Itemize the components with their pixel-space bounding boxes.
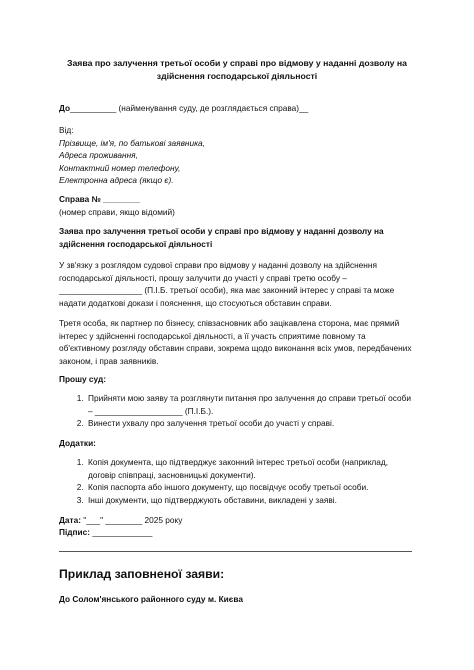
request-list — [59, 392, 415, 430]
signature-value: _____________ — [92, 527, 153, 537]
section-divider — [59, 551, 412, 552]
to-prefix: До — [59, 103, 71, 113]
attachments-list — [59, 456, 415, 506]
date-label: Дата: — [59, 515, 81, 525]
attachment-item: 2. Копія паспорта або іншого документу, що посвідчує особу третьої особи. — [86, 481, 415, 494]
document-title: Заява про залучення третьої особи у справі про відмову у наданні дозволу на здійснення господарської діяльності — [67, 58, 407, 81]
case-block — [59, 193, 415, 218]
request-list-wrap — [59, 392, 415, 430]
request-heading: Прошу суд: — [59, 374, 106, 384]
signature-label: Підпис: — [59, 527, 91, 537]
from-label: Від: — [59, 125, 74, 135]
example-heading: Приклад заповненої заяви: — [59, 567, 225, 581]
signature-line — [59, 526, 415, 539]
applicant-address-line: Адреса проживання, — [59, 150, 138, 161]
attachment-item: 3. Інші документи, що підтверджують обставини, викладені у заяві. — [86, 494, 415, 507]
attachment-item: 1. Копія документа, що підтверджує законний інтерес третьої особи (наприклад, договір співпраці, засновницькі документи). — [86, 456, 415, 481]
court-line — [59, 102, 415, 115]
request-item: 1. Прийняти мою заяву та розглянути питання про залучення до справи третьої особи – ___________________ (П.І.Б.). — [86, 392, 415, 417]
attachments-heading: Додатки: — [59, 438, 96, 448]
case-number-label: Справа № ________ — [59, 194, 141, 204]
applicant-block — [59, 124, 415, 187]
date-value: "___" ________ 2025 року — [83, 515, 183, 525]
request-item: 2. Винести ухвалу про залучення третьої особи до участі у справі. — [86, 417, 415, 430]
applicant-email-line: Електронна адреса (якщо є). — [59, 175, 174, 186]
applicant-phone-line: Контактний номер телефону, — [59, 162, 181, 173]
subject-heading: Заява про залучення третьої особи у справі про відмову у наданні дозволу на здійснення господарської діяльності — [59, 226, 384, 249]
applicant-name-line: Прізвище, ім'я, по батькові заявника, — [59, 137, 205, 148]
attachments-list-wrap — [59, 456, 415, 506]
paragraph-third-party-interest: Третя особа, як партнер по бізнесу, співзасновник або зацікавлена сторона, має прямий інтерес у здійсненні господарської діяльності, а її участь сприятиме повному та об'єктивному розгляду обставин справи, зокрема щодо виконання всіх умов, передбачених законом, і прав заявників. — [59, 318, 412, 366]
example-court-line: До Солом'янського районного суду м. Києва — [59, 594, 243, 604]
date-line — [59, 514, 415, 527]
court-name-placeholder: __________ (найменування суду, де розглядається справа)__ — [70, 103, 309, 113]
paragraph-request-intro: У зв'язку з розглядом судової справи про відмову у наданні дозволу на здійснення господарської діяльності, прошу залучити до участі у справі третю особу – __________________ (П.І.Б. третьої особи), яка має законний інтерес у справі та може надати додаткові докази і пояснення, що стосуються обставин справи. — [59, 260, 395, 308]
case-number-note: (номер справи, якщо відомий) — [59, 206, 175, 217]
